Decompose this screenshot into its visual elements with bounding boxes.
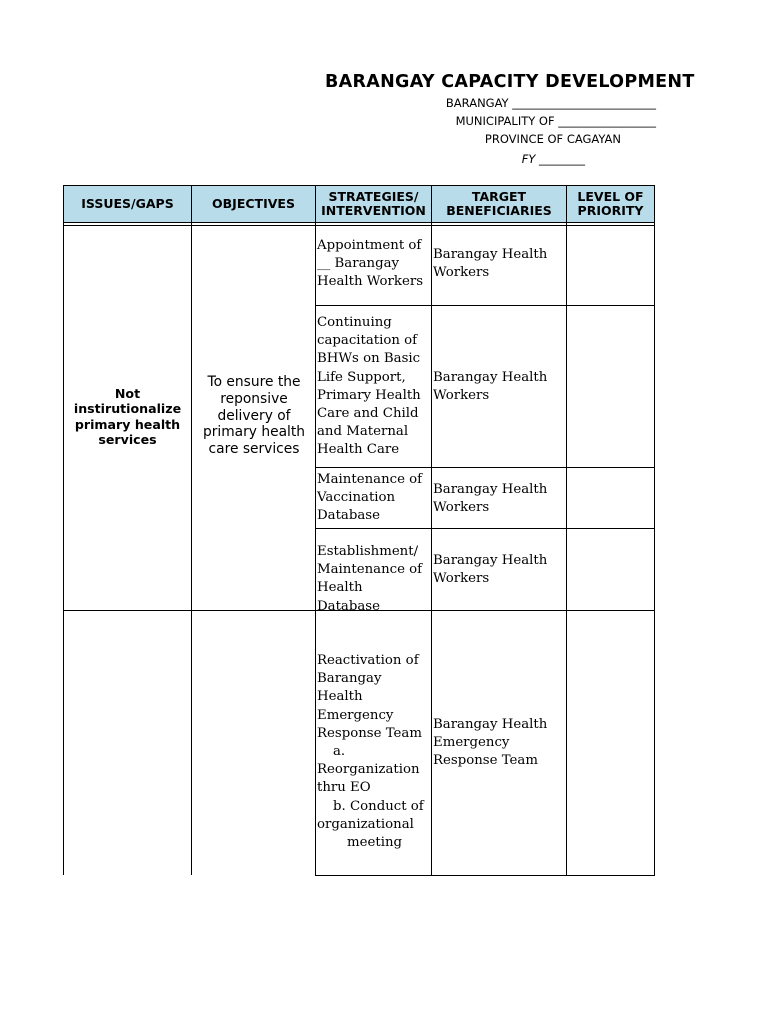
beneficiaries-cell: Barangay Health Workers	[433, 247, 548, 281]
column-header-target-beneficiaries: TARGET BENEFICIARIES	[431, 185, 567, 223]
strategy-cell: Establishment/ Maintenance of Health Database	[317, 544, 423, 614]
beneficiaries-cell: Barangay Health Emergency Response Team	[433, 717, 548, 769]
strategy-cell: Reactivation of Barangay Health Emergency Response Team a. Reorganization thru EO b. Conduct of organizational meeting	[317, 653, 424, 851]
barangay-line: BARANGAY _________________________	[445, 96, 656, 110]
column-header-objectives: OBJECTIVES	[191, 185, 316, 223]
strategy-cell: Appointment of __ Barangay Health Workers	[317, 238, 424, 290]
beneficiaries-cell: Barangay Health Workers	[433, 553, 548, 587]
strategy-cell: Continuing capacitation of BHWs on Basic Life Support, Primary Health Care and Child and Maternal Health Care	[317, 315, 421, 458]
objective-cell: To ensure the reponsive delivery of primary health care services	[202, 374, 306, 458]
column-header-strategies: STRATEGIES/ INTERVENTION	[315, 185, 432, 223]
issue-cell: Not instirutionalize primary health services	[73, 386, 182, 447]
fiscal-year-line: FY ________	[521, 152, 585, 166]
column-header-level-of-priority: LEVEL OF PRIORITY	[566, 185, 655, 223]
strategy-cell: Maintenance of Vaccination Database	[317, 472, 423, 524]
beneficiaries-cell: Barangay Health Workers	[433, 370, 548, 404]
column-header-issues-gaps: ISSUES/GAPS	[63, 185, 192, 223]
municipality-line: MUNICIPALITY OF _________________	[455, 114, 656, 128]
beneficiaries-cell: Barangay Health Workers	[433, 482, 548, 516]
document-title: BARANGAY CAPACITY DEVELOPMENT	[325, 72, 695, 92]
province-line: PROVINCE OF CAGAYAN	[484, 132, 621, 146]
